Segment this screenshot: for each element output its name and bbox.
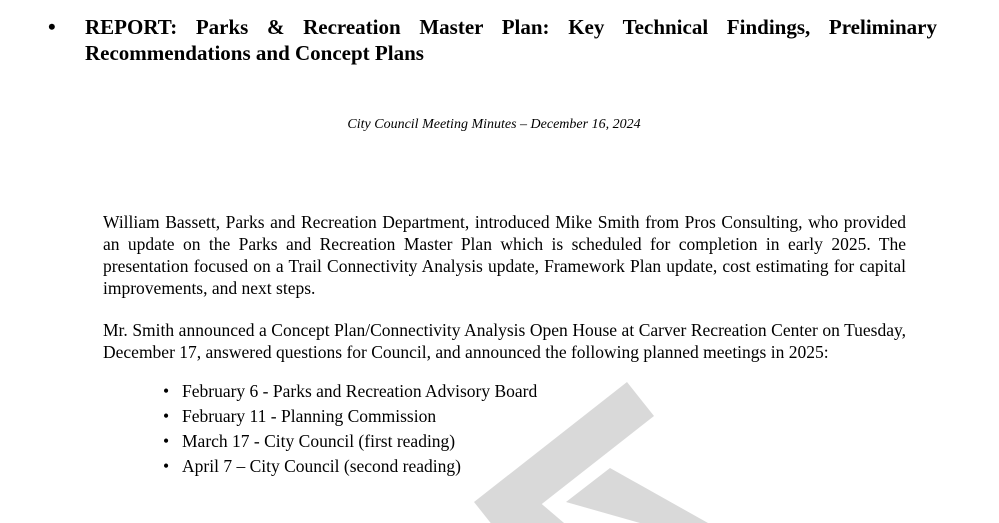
heading-bullet: • (48, 14, 56, 39)
meeting-text: March 17 - City Council (first reading) (182, 431, 456, 451)
list-item (163, 404, 537, 429)
list-bullet: • (163, 431, 170, 451)
list-bullet: • (163, 406, 170, 426)
meeting-text: April 7 – City Council (second reading) (182, 456, 461, 476)
list-item (163, 454, 537, 479)
list-item (163, 429, 537, 454)
open-house-paragraph: Mr. Smith announced a Concept Plan/Connectivity Analysis Open House at Carver Recreation Center on Tuesday, December 17, answered questions for Council, and announced the following planned meetings in 2025: (103, 319, 906, 362)
report-title: REPORT: Parks & Recreation Master Plan: Key Technical Findings, Preliminary Recommendations and Concept Plans (85, 15, 937, 65)
list-bullet: • (163, 381, 170, 401)
introduction-paragraph: William Bassett, Parks and Recreation Department, introduced Mike Smith from Pros Consulting, who provided an update on the Parks and Recreation Master Plan which is scheduled for completion in early 2025. The presentation focused on a Trail Connectivity Analysis update, Framework Plan update, cost estimating for capital improvements, and next steps. (103, 211, 906, 298)
meeting-minutes-subtitle: City Council Meeting Minutes – December 16, 2024 (347, 117, 641, 132)
meeting-text: February 6 - Parks and Recreation Advisory Board (182, 381, 538, 401)
list-bullet: • (163, 456, 170, 476)
list-item (163, 379, 537, 404)
planned-meetings-list (163, 379, 537, 479)
meeting-text: February 11 - Planning Commission (182, 406, 437, 426)
